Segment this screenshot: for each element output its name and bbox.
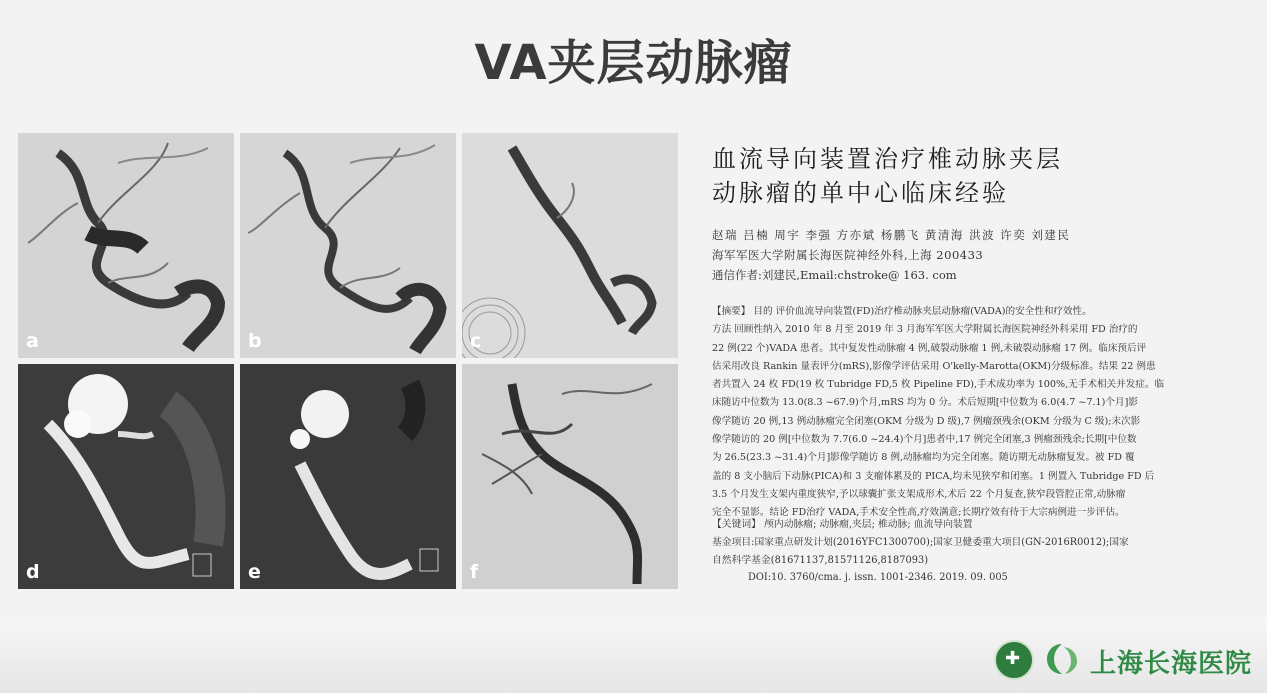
- hospital-logo-icon: [1044, 641, 1080, 677]
- angiogram-panel-c: [462, 133, 678, 358]
- angiogram-image: [462, 133, 678, 358]
- angiogram-panel-e: [240, 364, 456, 589]
- panel-label: c: [470, 330, 482, 352]
- abstract-line: 床随访中位数为 13.0(8.3 ~67.9)个月,mRS 均为 0 分。术后短期[中位数为 6.0(4.7 ~7.1)个月]影: [712, 397, 1138, 409]
- panel-label: b: [248, 330, 262, 352]
- abstract-line: 3.5 个月发生支架内重度狭窄,予以球囊扩张支架成形术,术后 22 个月复查,狭窄段管腔正常,动脉瘤: [712, 488, 1126, 500]
- angiogram-image: [18, 364, 234, 589]
- paper-corresponding-author: 通信作者:刘建民,Email:chstroke@ 163. com: [712, 268, 957, 282]
- abstract-line: 为 26.5(23.3 ~31.4)个月]影像学随访 8 例,动脉瘤均为完全闭塞。随访期无动脉瘤复发。被 FD 覆: [712, 452, 1135, 464]
- paper-title-line: 血流导向装置治疗椎动脉夹层: [712, 145, 1063, 173]
- abstract-line: 【摘要】 目的 评价血流导向装置(FD)治疗椎动脉夹层动脉瘤(VADA)的安全性和疗效性。: [712, 306, 1092, 317]
- paper-title: [712, 142, 1063, 210]
- paper-excerpt: [696, 130, 1216, 600]
- seal-cross-icon: ✚: [1005, 648, 1021, 669]
- abstract-line: 22 例(22 个)VADA 患者。其中复发性动脉瘤 4 例,破裂动脉瘤 1 例,未破裂动脉瘤 17 例。临床预后评: [712, 342, 1147, 354]
- angiogram-image: [240, 133, 456, 358]
- panel-label: e: [248, 561, 261, 583]
- paper-title-line: 动脉瘤的单中心临床经验: [712, 179, 1009, 207]
- slide-title: VA夹层动脉瘤: [474, 35, 793, 91]
- abstract-line: 像学随访的 20 例[中位数为 7.7(6.0 ~24.4)个月]患者中,17 例完全闭塞,3 例瘤颈残余;长期[中位数: [712, 434, 1137, 446]
- abstract-line: 完全不显影。结论 FD治疗 VADA,手术安全性高,疗效满意;长期疗效有待于大宗病例进一步评估。: [712, 507, 1125, 519]
- abstract-line: 盖的 8 支小脑后下动脉(PICA)和 3 支瘤体累及的 PICA,均未见狭窄和闭塞。1 例置入 Tubridge FD 后: [712, 470, 1155, 482]
- funding-line: 自然科学基金(81671137,81571126,8187093): [712, 555, 929, 566]
- hospital-name: 上海长海医院: [1090, 649, 1253, 679]
- abstract-line: 估采用改良 Rankin 量表评分(mRS),影像学评估采用 O'kelly-Marotta(OKM)分级标准。结果 22 例患: [712, 360, 1156, 372]
- angiogram-panel-f: [462, 364, 678, 589]
- angiogram-panel-d: [18, 364, 234, 589]
- abstract-line: 方法 回顾性纳入 2010 年 8 月至 2019 年 3 月海军军医大学附属长海医院神经外科采用 FD 治疗的: [712, 324, 1138, 336]
- paper-authors: 赵瑞 吕楠 周宇 李强 方亦斌 杨鹏飞 黄清海 洪波 许奕 刘建民: [712, 228, 1071, 242]
- angiogram-panel-b: [240, 133, 456, 358]
- abstract-line: 像学随访 20 例,13 例动脉瘤完全闭塞(OKM 分级为 D 级),7 例瘤颈残余(OKM 分级为 C 级);末次影: [712, 415, 1141, 427]
- paper-abstract: [712, 303, 1207, 523]
- paper-keywords: 【关键词】 颅内动脉瘤; 动脉瘤,夹层; 椎动脉; 血流导向装置: [712, 519, 973, 530]
- panel-label: f: [470, 561, 479, 583]
- abstract-line: 者共置入 24 枚 FD(19 枚 Tubridge FD,5 枚 Pipeline FD),手术成功率为 100%,无手术相关并发症。临: [712, 379, 1165, 391]
- funding-line: 基金项目:国家重点研发计划(2016YFC1300700);国家卫健委重大项目(GN-2016R0012);国家: [712, 537, 1129, 548]
- angiogram-panel-a: [18, 133, 234, 358]
- paper-affiliation: 海军军医大学附属长海医院神经外科,上海 200433: [712, 248, 984, 262]
- paper-funding: [712, 534, 1207, 570]
- angiogram-image: [240, 364, 456, 589]
- angiogram-image: [462, 364, 678, 589]
- paper-doi: DOI:10. 3760/cma. j. issn. 1001-2346. 2019. 09. 005: [748, 572, 1008, 583]
- panel-label: a: [26, 330, 39, 352]
- angiogram-image: [18, 133, 234, 358]
- panel-label: d: [26, 561, 40, 583]
